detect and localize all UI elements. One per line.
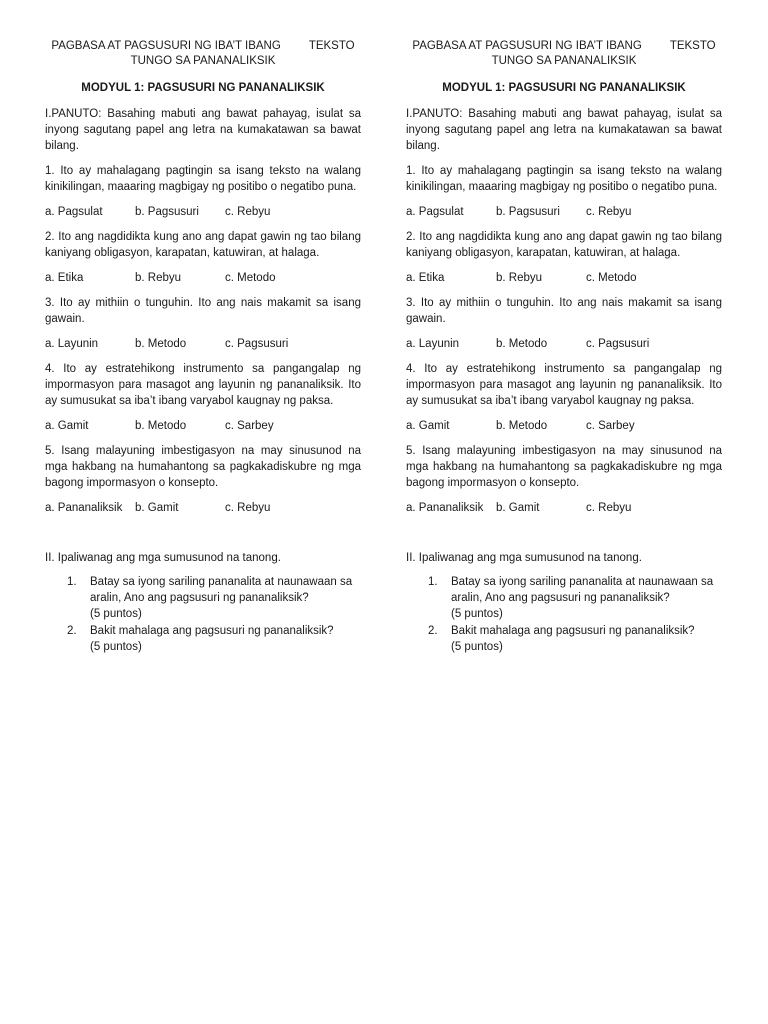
list-item-text: Batay sa iyong sariling pananalita at naunawaan sa aralin, Ano ang pagsusuri ng pananaliksik?	[90, 576, 353, 604]
list-item-number: 1.	[67, 576, 77, 588]
question-4-choices	[406, 418, 722, 434]
question-1-choices	[406, 204, 722, 220]
question-1: 1. Ito ay mahalagang pagtingin sa isang teksto na walang kinikilingan, maaaring magbigay ng positibo o negatibo puna.	[45, 165, 361, 193]
question-1: 1. Ito ay mahalagang pagtingin sa isang teksto na walang kinikilingan, maaaring magbigay ng positibo o negatibo puna.	[406, 165, 722, 193]
list-item	[45, 574, 361, 622]
list-item-text: Bakit mahalaga ang pagsusuri ng pananaliksik?	[90, 625, 334, 637]
choice-b: b. Metodo	[496, 338, 548, 350]
choice-b: b. Metodo	[135, 420, 187, 432]
list-item	[45, 623, 361, 655]
question-2: 2. Ito ang nagdidikta kung ano ang dapat gawin ng tao bilang kaniyang obligasyon, karapatan, katuwiran, at halaga.	[406, 231, 722, 259]
list-item-body	[451, 574, 722, 622]
choice-b: b. Rebyu	[496, 272, 543, 284]
title-line-1-left: PAGBASA AT PAGSUSURI NG IBA’T IBANG	[412, 40, 642, 52]
question-4: 4. Ito ay estratehikong instrumento sa pangangalap ng impormasyon para masagot ang layunin ng pananaliksik. Ito ay sumusukat sa iba’t ibang varyabol kaugnay ng paksa.	[45, 363, 361, 407]
worksheet-column-right	[406, 39, 722, 655]
choice-c: c. Metodo	[586, 272, 637, 284]
question-3-choices	[406, 336, 722, 352]
question-4: 4. Ito ay estratehikong instrumento sa pangangalap ng impormasyon para masagot ang layunin ng pananaliksik. Ito ay sumusukat sa iba’t ibang varyabol kaugnay ng paksa.	[406, 363, 722, 407]
choice-b: b. Gamit	[496, 502, 540, 514]
question-2-choices	[45, 270, 361, 286]
list-item-points: (5 puntos)	[451, 641, 503, 653]
list-item-number: 2.	[67, 625, 77, 637]
choice-c: c. Rebyu	[225, 206, 271, 218]
choice-a: a. Pagsulat	[406, 206, 464, 218]
title-line-1-right: TEKSTO	[308, 40, 355, 52]
instructions: I.PANUTO: Basahing mabuti ang bawat pahayag, isulat sa inyong sagutang papel ang letra na kumakatawan sa bawat bilang.	[406, 108, 722, 152]
title-line-1	[406, 39, 722, 54]
worksheet-column-left	[45, 39, 361, 655]
list-item-points: (5 puntos)	[90, 608, 142, 620]
choice-a: a. Etika	[406, 272, 445, 284]
choice-c: c. Sarbey	[225, 420, 274, 432]
choice-a: a. Pananaliksik	[406, 502, 484, 514]
part-2-heading: II. Ipaliwanag ang mga sumusunod na tanong.	[45, 552, 281, 564]
list-item-body	[90, 574, 361, 622]
list-item-body	[90, 623, 361, 655]
choice-b: b. Gamit	[135, 502, 179, 514]
title-line-2: TUNGO SA PANANALIKSIK	[130, 55, 276, 67]
question-3-choices	[45, 336, 361, 352]
choice-a: a. Pananaliksik	[45, 502, 123, 514]
choice-a: a. Gamit	[45, 420, 89, 432]
list-item-points: (5 puntos)	[451, 608, 503, 620]
choice-a: a. Gamit	[406, 420, 450, 432]
choice-c: c. Pagsusuri	[586, 338, 650, 350]
list-item-text: Bakit mahalaga ang pagsusuri ng pananaliksik?	[451, 625, 695, 637]
list-item-text: Batay sa iyong sariling pananalita at naunawaan sa aralin, Ano ang pagsusuri ng pananaliksik?	[451, 576, 714, 604]
title-line-1	[45, 39, 361, 54]
list-item-points: (5 puntos)	[90, 641, 142, 653]
choice-c: c. Metodo	[225, 272, 276, 284]
choice-c: c. Sarbey	[586, 420, 635, 432]
part-2-list	[406, 574, 722, 655]
title-line-2: TUNGO SA PANANALIKSIK	[491, 55, 637, 67]
question-1-choices	[45, 204, 361, 220]
choice-c: c. Pagsusuri	[225, 338, 289, 350]
question-3: 3. Ito ay mithiin o tunguhin. Ito ang nais makamit sa isang gawain.	[45, 297, 361, 325]
question-4-choices	[45, 418, 361, 434]
choice-b: b. Pagsusuri	[496, 206, 560, 218]
document-title	[45, 39, 361, 69]
choice-c: c. Rebyu	[586, 502, 632, 514]
choice-b: b. Rebyu	[135, 272, 182, 284]
document-title	[406, 39, 722, 69]
question-5-choices	[406, 500, 722, 516]
question-5: 5. Isang malayuning imbestigasyon na may sinusunod na mga hakbang na humahantong sa pagkakadiskubre ng mga bagong impormasyon o konsepto.	[406, 445, 722, 489]
part-2-list	[45, 574, 361, 655]
list-item-number: 1.	[428, 576, 438, 588]
module-title: MODYUL 1: PAGSUSURI NG PANANALIKSIK	[442, 82, 686, 94]
list-item-number: 2.	[428, 625, 438, 637]
module-title: MODYUL 1: PAGSUSURI NG PANANALIKSIK	[81, 82, 325, 94]
title-line-1-right: TEKSTO	[669, 40, 716, 52]
list-item	[406, 574, 722, 622]
choice-a: a. Pagsulat	[45, 206, 103, 218]
instructions: I.PANUTO: Basahing mabuti ang bawat pahayag, isulat sa inyong sagutang papel ang letra na kumakatawan sa bawat bilang.	[45, 108, 361, 152]
title-line-1-left: PAGBASA AT PAGSUSURI NG IBA’T IBANG	[51, 40, 281, 52]
choice-b: b. Pagsusuri	[135, 206, 199, 218]
part-2-heading: II. Ipaliwanag ang mga sumusunod na tanong.	[406, 552, 642, 564]
choice-b: b. Metodo	[496, 420, 548, 432]
question-5: 5. Isang malayuning imbestigasyon na may sinusunod na mga hakbang na humahantong sa pagkakadiskubre ng mga bagong impormasyon o konsepto.	[45, 445, 361, 489]
choice-c: c. Rebyu	[225, 502, 271, 514]
choice-b: b. Metodo	[135, 338, 187, 350]
choice-a: a. Layunin	[406, 338, 460, 350]
list-item	[406, 623, 722, 655]
question-3: 3. Ito ay mithiin o tunguhin. Ito ang nais makamit sa isang gawain.	[406, 297, 722, 325]
choice-a: a. Etika	[45, 272, 84, 284]
question-2-choices	[406, 270, 722, 286]
question-2: 2. Ito ang nagdidikta kung ano ang dapat gawin ng tao bilang kaniyang obligasyon, karapatan, katuwiran, at halaga.	[45, 231, 361, 259]
choice-a: a. Layunin	[45, 338, 99, 350]
choice-c: c. Rebyu	[586, 206, 632, 218]
question-5-choices	[45, 500, 361, 516]
list-item-body	[451, 623, 722, 655]
